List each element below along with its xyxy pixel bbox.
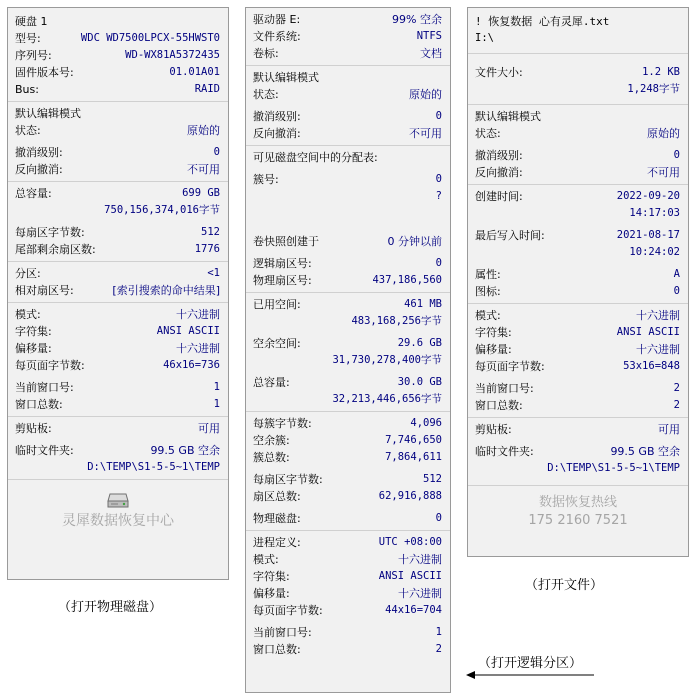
total-clusters-value: 7,864,611: [385, 451, 442, 463]
bus-label: Bus:: [15, 83, 39, 96]
timezone-label: 进程定义:: [253, 536, 301, 549]
total-capacity-bytes: 32,213,446,656字节: [332, 393, 442, 405]
charset-label: 字符集:: [253, 570, 290, 583]
physical-sector-value: 437,186,560: [372, 274, 442, 286]
partition-value: <1: [207, 267, 220, 279]
timezone-value: UTC +08:00: [378, 536, 442, 548]
tail-sectors-value: 1776: [194, 243, 220, 255]
file-size-value: 1.2 KB: [642, 66, 680, 78]
bytes-per-sector-value: 512: [423, 473, 442, 485]
temp-folder-label: 临时文件夹:: [475, 445, 534, 458]
physical-disk-label: 物理磁盘:: [253, 512, 301, 525]
volume-label-value: 文档: [420, 47, 442, 60]
file-size-bytes: 1,248字节: [627, 83, 680, 95]
free-clusters-value: 7,746,650: [385, 434, 442, 446]
drive-label: 驱动器 E:: [253, 13, 301, 26]
temp-folder-free: 99.5 GB 空余: [150, 444, 220, 457]
total-sectors-label: 扇区总数:: [253, 490, 301, 503]
filesystem-label: 文件系统:: [253, 30, 301, 43]
free-space-label: 空余空间:: [253, 337, 301, 350]
used-space-value: 461 MB: [404, 298, 442, 310]
total-capacity-value: 699 GB: [182, 187, 220, 199]
state-label: 状态:: [475, 127, 501, 140]
window-total-value: 2: [435, 643, 442, 655]
temp-folder-path: D:\TEMP\S1-5-5~1\TEMP: [87, 461, 220, 473]
clipboard-label: 剪贴板:: [15, 422, 52, 435]
bytes-per-page-value: 44x16=704: [385, 604, 442, 616]
partition-label: 分区:: [15, 267, 41, 280]
edit-mode-title: 默认编辑模式: [253, 71, 319, 84]
physical-sector-label: 物理扇区号:: [253, 274, 312, 287]
bytes-per-sector-value: 512: [201, 226, 220, 238]
firmware-label: 固件版本号:: [15, 66, 74, 79]
logical-partition-info-panel: [245, 7, 451, 693]
redo-label: 反向撤消:: [475, 166, 523, 179]
redo-label: 反向撤消:: [15, 163, 63, 176]
logical-sector-label: 逻辑扇区号:: [253, 257, 312, 270]
created-date: 2022-09-20: [616, 190, 680, 202]
last-write-label: 最后写入时间:: [475, 229, 545, 242]
clipboard-value: 可用: [658, 423, 680, 436]
bytes-per-page-value: 53x16=848: [623, 360, 680, 372]
relative-sector-value[interactable]: [索引搜索的命中结果]: [112, 284, 220, 297]
logical-sector-value: 0: [435, 257, 442, 269]
total-capacity-label: 总容量:: [15, 187, 52, 200]
icon-value: 0: [673, 285, 680, 297]
allocation-table-title: 可见磁盘空间中的分配表:: [253, 151, 378, 164]
free-space-value: 29.6 GB: [397, 337, 442, 349]
arrow-left-icon: [466, 670, 596, 680]
charset-label: 字符集:: [475, 326, 512, 339]
window-number-label: 当前窗口号:: [253, 626, 312, 639]
used-space-label: 已用空间:: [253, 298, 301, 311]
total-capacity-value: 30.0 GB: [397, 376, 442, 388]
undo-label: 撤消级别:: [253, 110, 301, 123]
charset-value: ANSI ASCII: [616, 326, 680, 338]
mode-label: 模式:: [475, 309, 501, 322]
model-value: WDC WD7500LPCX-55HWST0: [80, 32, 220, 44]
window-number-value: 1: [213, 381, 220, 393]
total-sectors-value: 62,916,888: [378, 490, 442, 502]
window-number-value: 1: [435, 626, 442, 638]
window-total-value: 2: [673, 399, 680, 411]
physical-disk-info-panel: [7, 7, 229, 580]
redo-value: 不可用: [647, 166, 680, 179]
temp-folder-path: D:\TEMP\S1-5-5~1\TEMP: [547, 462, 680, 474]
caption-physical-disk: （打开物理磁盘）: [58, 600, 163, 615]
edit-mode-title: 默认编辑模式: [15, 107, 81, 120]
bytes-per-page-label: 每页面字节数:: [15, 359, 85, 372]
relative-sector-label: 相对扇区号:: [15, 284, 74, 297]
snapshot-value: 0 分钟以前: [387, 235, 442, 248]
bytes-per-cluster-label: 每簇字节数:: [253, 417, 312, 430]
cluster-label: 簇号:: [253, 173, 279, 186]
attributes-value: A: [673, 268, 680, 280]
firmware-value: 01.01A01: [169, 66, 220, 78]
state-value: 原始的: [187, 124, 220, 137]
caption-open-file: （打开文件）: [525, 578, 604, 593]
caption-logical-partition: （打开逻辑分区）: [478, 656, 583, 671]
mode-value: 十六进制: [636, 309, 680, 322]
offset-value: 十六进制: [398, 587, 442, 600]
cluster-value: 0: [435, 173, 442, 185]
window-total-label: 窗口总数:: [475, 399, 523, 412]
charset-value: ANSI ASCII: [156, 325, 220, 337]
physical-disk-value: 0: [435, 512, 442, 524]
offset-label: 偏移量:: [253, 587, 290, 600]
serial-value: WD-WX81A5372435: [125, 49, 220, 61]
mode-label: 模式:: [15, 308, 41, 321]
undo-value: 0: [213, 146, 220, 158]
hotline-title: 数据恢复热线: [538, 495, 617, 510]
offset-label: 偏移量:: [475, 343, 512, 356]
bytes-per-page-value: 46x16=736: [163, 359, 220, 371]
cluster-unknown: ?: [435, 190, 442, 202]
mode-label: 模式:: [253, 553, 279, 566]
clipboard-value: 可用: [198, 422, 220, 435]
window-total-value: 1: [213, 398, 220, 410]
state-value: 原始的: [409, 88, 442, 101]
file-size-label: 文件大小:: [475, 66, 523, 79]
created-time-label: 创建时间:: [475, 190, 523, 203]
clipboard-label: 剪贴板:: [475, 423, 512, 436]
window-number-label: 当前窗口号:: [15, 381, 74, 394]
temp-folder-free: 99.5 GB 空余: [610, 445, 680, 458]
charset-value: ANSI ASCII: [378, 570, 442, 582]
charset-label: 字符集:: [15, 325, 52, 338]
bytes-per-page-label: 每页面字节数:: [475, 360, 545, 373]
file-info-panel: [467, 7, 689, 557]
panel-footer: [8, 480, 228, 530]
undo-value: 0: [435, 110, 442, 122]
total-capacity-bytes: 750,156,374,016字节: [104, 204, 220, 216]
temp-folder-label: 临时文件夹:: [15, 444, 74, 457]
undo-value: 0: [673, 149, 680, 161]
redo-value: 不可用: [187, 163, 220, 176]
hotline-number: 175 2160 7521: [528, 513, 628, 528]
bytes-per-sector-label: 每扇区字节数:: [15, 226, 85, 239]
offset-value: 十六进制: [176, 342, 220, 355]
serial-label: 序列号:: [15, 49, 52, 62]
drive-free-value: 99% 空余: [392, 13, 442, 26]
redo-value: 不可用: [409, 127, 442, 140]
bus-value: RAID: [194, 83, 220, 95]
window-total-label: 窗口总数:: [253, 643, 301, 656]
free-space-bytes: 31,730,278,400字节: [332, 354, 442, 366]
used-space-bytes: 483,168,256字节: [351, 315, 442, 327]
icon-label: 图标:: [475, 285, 501, 298]
state-value: 原始的: [647, 127, 680, 140]
window-total-label: 窗口总数:: [15, 398, 63, 411]
file-path: I:\: [475, 32, 494, 44]
undo-label: 撤消级别:: [15, 146, 63, 159]
last-write-time: 10:24:02: [629, 246, 680, 258]
hotline-footer: [468, 486, 688, 530]
mode-value: 十六进制: [176, 308, 220, 321]
disk-title: 硬盘 1: [15, 15, 48, 28]
snapshot-label: 卷快照创建于: [253, 235, 319, 248]
model-label: 型号:: [15, 32, 41, 45]
window-number-value: 2: [673, 382, 680, 394]
bytes-per-sector-label: 每扇区字节数:: [253, 473, 323, 486]
state-label: 状态:: [15, 124, 41, 137]
bytes-per-cluster-value: 4,096: [410, 417, 442, 429]
footer-brand-text: 灵犀数据恢复中心: [62, 513, 174, 529]
total-capacity-label: 总容量:: [253, 376, 290, 389]
attributes-label: 属性:: [475, 268, 501, 281]
bytes-per-page-label: 每页面字节数:: [253, 604, 323, 617]
volume-label-label: 卷标:: [253, 47, 279, 60]
last-write-date: 2021-08-17: [616, 229, 680, 241]
edit-mode-title: 默认编辑模式: [475, 110, 541, 123]
mode-value: 十六进制: [398, 553, 442, 566]
file-name: ! 恢复数据 心有灵犀.txt: [475, 15, 610, 28]
offset-label: 偏移量:: [15, 342, 52, 355]
offset-value: 十六进制: [636, 343, 680, 356]
window-number-label: 当前窗口号:: [475, 382, 534, 395]
undo-label: 撤消级别:: [475, 149, 523, 162]
redo-label: 反向撤消:: [253, 127, 301, 140]
free-clusters-label: 空余簇:: [253, 434, 290, 447]
filesystem-value: NTFS: [416, 30, 442, 42]
created-time: 14:17:03: [629, 207, 680, 219]
hard-drive-icon: [107, 492, 129, 506]
state-label: 状态:: [253, 88, 279, 101]
tail-sectors-label: 尾部剩余扇区数:: [15, 243, 96, 256]
total-clusters-label: 簇总数:: [253, 451, 290, 464]
